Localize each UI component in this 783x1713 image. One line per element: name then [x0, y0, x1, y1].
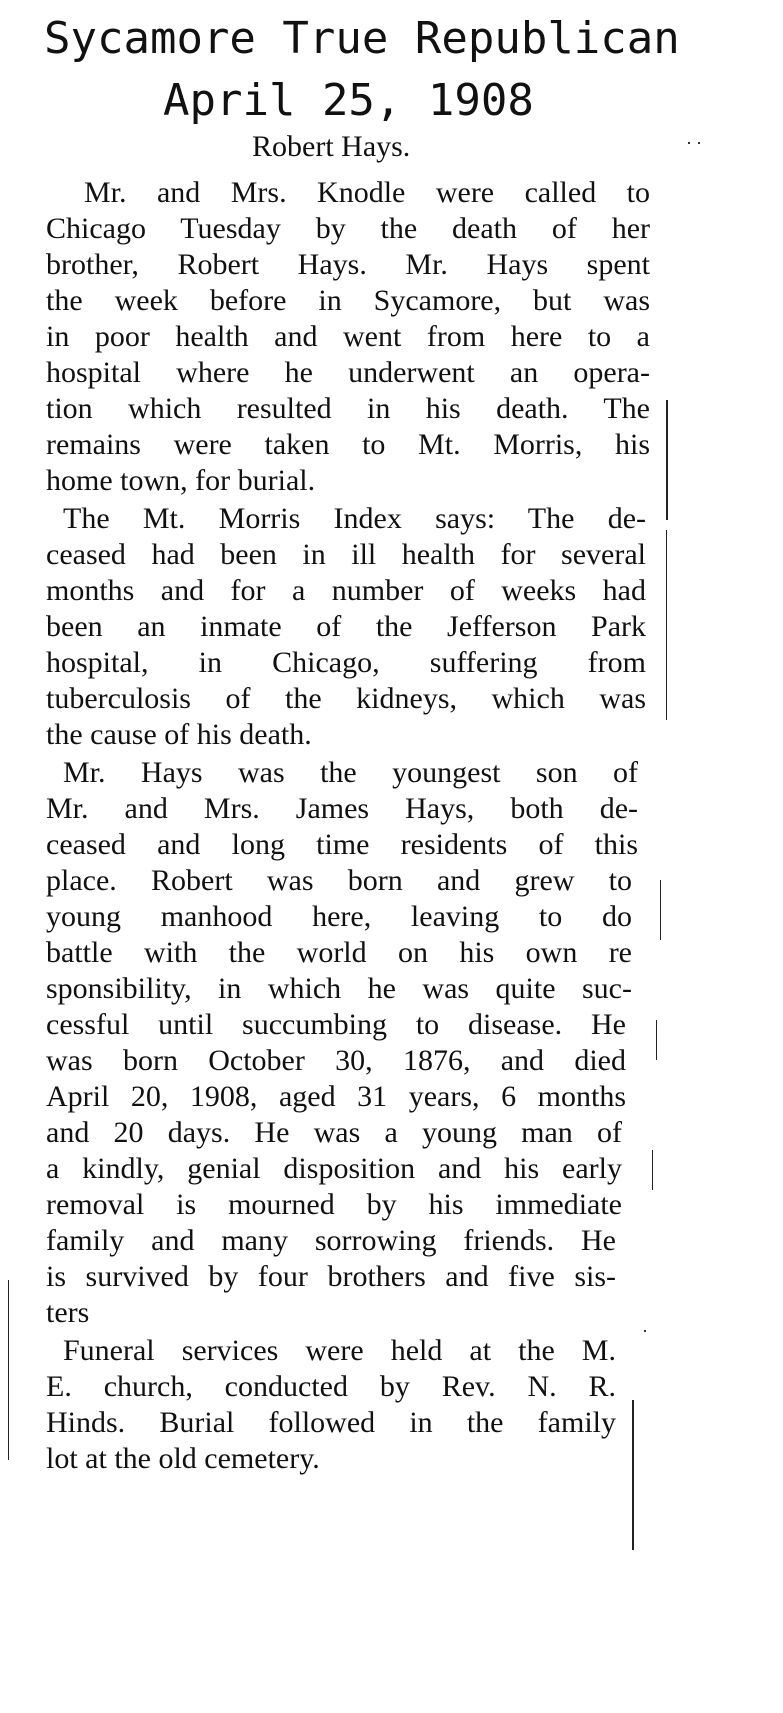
article-line: been an inmate of the Jefferson Park: [46, 610, 646, 643]
article-line: and 20 days. He was a young man of: [46, 1116, 622, 1149]
article-line: remains were taken to Mt. Morris, his: [46, 428, 650, 461]
column-rule: [656, 1020, 657, 1060]
article-line: tion which resulted in his death. The: [46, 392, 650, 425]
article-line: was born October 30, 1876, and died: [46, 1044, 626, 1077]
publication-title: Sycamore True Republican: [44, 13, 680, 64]
article-line: April 20, 1908, aged 31 years, 6 months: [46, 1080, 626, 1113]
article-line: brother, Robert Hays. Mr. Hays spent: [46, 248, 650, 281]
column-rule: [666, 530, 667, 720]
column-rule: [652, 1150, 653, 1190]
article-line: sponsibility, in which he was quite suc-: [46, 972, 632, 1005]
column-rule: [632, 1400, 634, 1550]
column-rule: [666, 400, 668, 520]
scan-speck: [698, 142, 700, 144]
article-line: is survived by four brothers and five sis-: [46, 1260, 616, 1293]
article-line: home town, for burial.: [46, 464, 316, 497]
article-line: family and many sorrowing friends. He: [46, 1224, 616, 1257]
article-line: E. church, conducted by Rev. N. R.: [46, 1370, 616, 1403]
article-headline: Robert Hays.: [252, 130, 411, 163]
column-rule: [8, 1280, 9, 1460]
article-line: Hinds. Burial followed in the family: [46, 1406, 616, 1439]
article-line: the week before in Sycamore, but was: [46, 284, 650, 317]
article-line: Funeral services were held at the M.: [63, 1334, 616, 1367]
article-line: ceased had been in ill health for several: [46, 538, 646, 571]
article-line: Mr. and Mrs. James Hays, both de-: [46, 792, 638, 825]
publication-date: April 25, 1908: [163, 75, 534, 126]
article-line: ters: [46, 1296, 90, 1329]
article-line: The Mt. Morris Index says: The de-: [63, 502, 646, 535]
article-line: ceased and long time residents of this: [46, 828, 638, 861]
article-line: cessful until succumbing to disease. He: [46, 1008, 626, 1041]
article-line: Chicago Tuesday by the death of her: [46, 212, 650, 245]
article-line: in poor health and went from here to a: [46, 320, 650, 353]
scan-speck: [644, 1330, 646, 1332]
article-line: tuberculosis of the kidneys, which was: [46, 682, 646, 715]
article-line: the cause of his death.: [46, 718, 312, 751]
article-line: months and for a number of weeks had: [46, 574, 646, 607]
column-rule: [660, 880, 661, 940]
article-line: hospital, in Chicago, suffering from: [46, 646, 646, 679]
article-line: a kindly, genial disposition and his early: [46, 1152, 622, 1185]
article-line: young manhood here, leaving to do: [46, 900, 632, 933]
article-line: removal is mourned by his immediate: [46, 1188, 622, 1221]
article-line: hospital where he underwent an opera-: [46, 356, 650, 389]
article-line: battle with the world on his own re: [46, 936, 632, 969]
article-line: place. Robert was born and grew to: [46, 864, 632, 897]
article-line: Mr. Hays was the youngest son of: [63, 756, 638, 789]
article-line: Mr. and Mrs. Knodle were called to: [84, 176, 650, 209]
article-line: lot at the old cemetery.: [46, 1442, 320, 1475]
scan-speck: [688, 142, 690, 144]
